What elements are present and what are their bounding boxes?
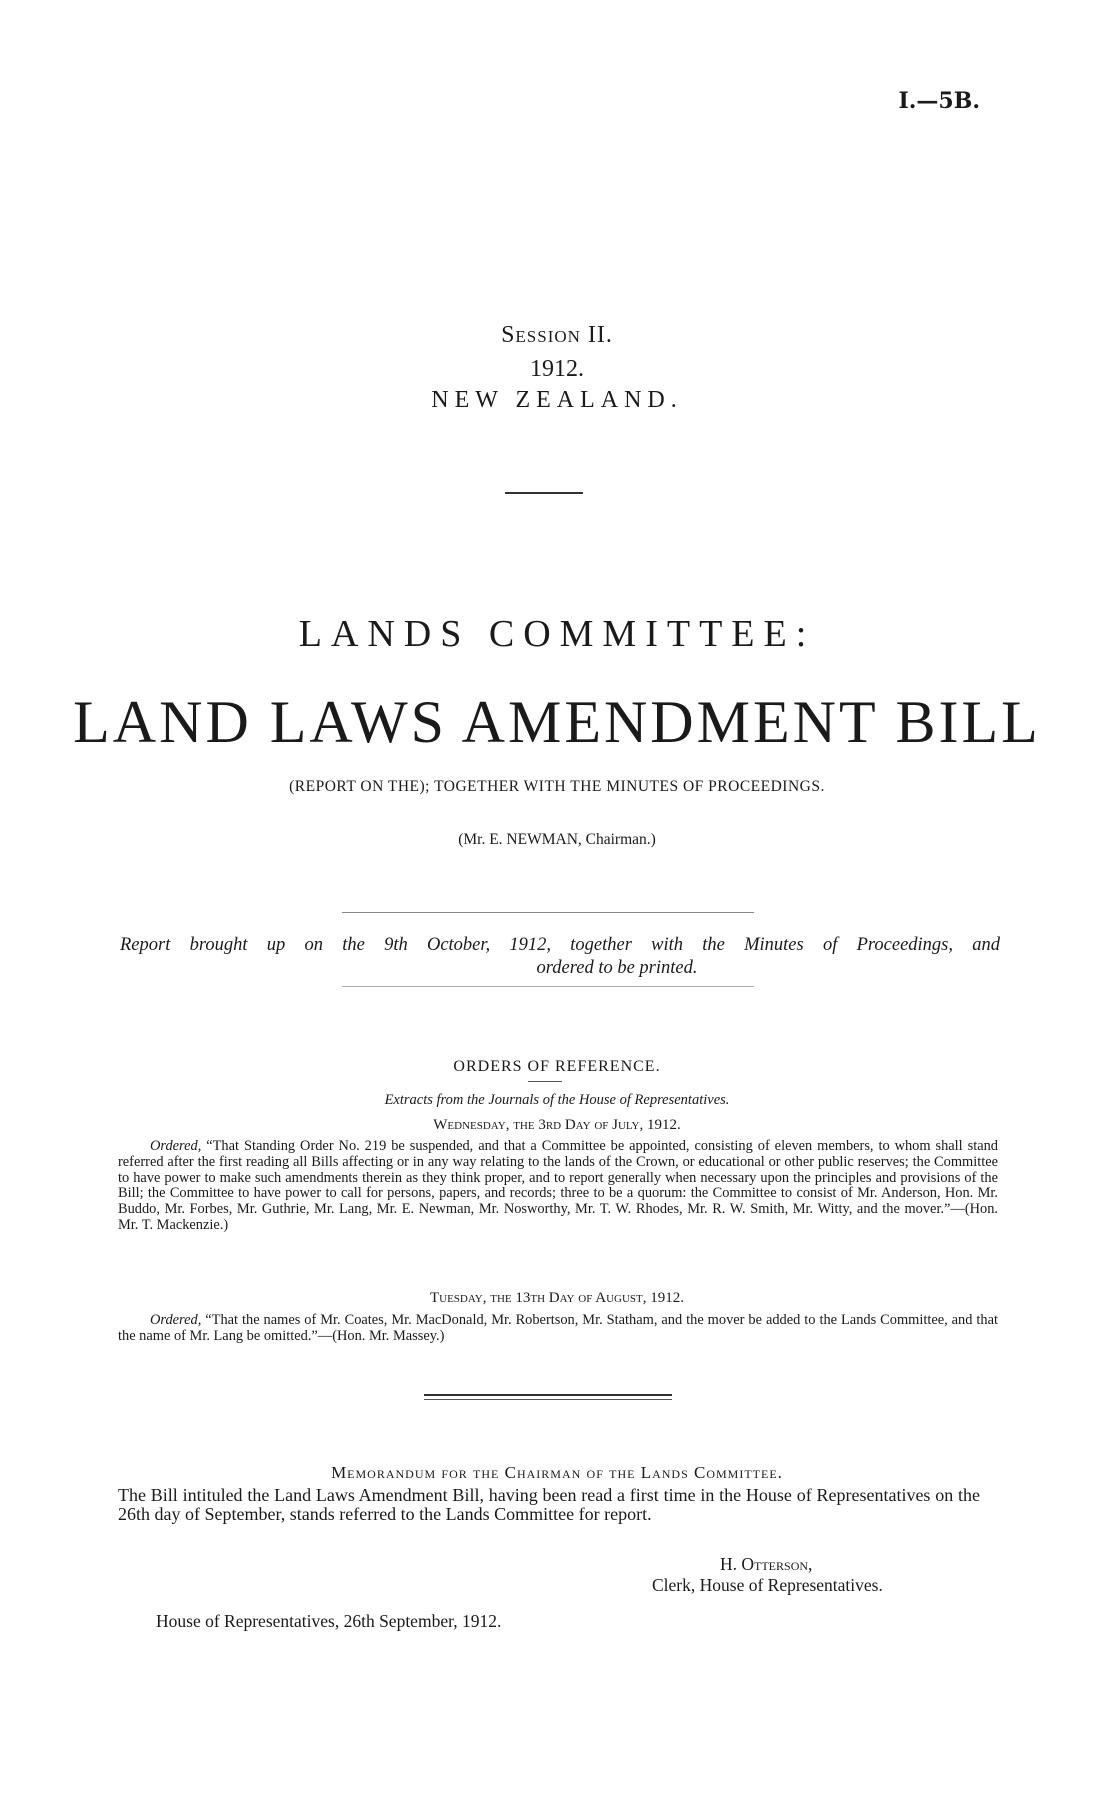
ordered-label-2: Ordered, — [150, 1312, 202, 1328]
order-1-text: “That Standing Order No. 219 be suspended, and that a Committee be appointed, consisting of eleven members, to whom shall stand referred after the first reading all Bills affecting or in any way relating to the lands of the Crown, or educational or other public reserves; the Committee to have power to make such amendments therein as they think proper, and to report generally when necessary upon the principles and provisions of the Bill; the Committee to have power to call for persons, papers, and records; three to be a quorum: the Committee to consist of Mr. Anderson, Hon. Mr. Buddo, Mr. Forbes, Mr. Guthrie, Mr. Lang, Mr. E. Newman, Mr. Nosworthy, Mr. T. W. Rhodes, Mr. R. W. Smith, Mr. Witty, and the mover.”—(Hon. Mr. T. Mackenzie.) — [118, 1138, 998, 1233]
country-line: NEW ZEALAND. — [431, 387, 683, 413]
extracts-line: Extracts from the Journals of the House of Representatives. — [384, 1092, 730, 1108]
section-divider-1 — [424, 1394, 672, 1396]
signatory-name: H. Otterson, — [720, 1554, 813, 1574]
order-date-1: Wednesday, the 3rd Day of July, 1912. — [433, 1117, 681, 1133]
doc-number: I.—5B. — [898, 88, 980, 114]
order-1 — [118, 1139, 998, 1234]
memorandum-heading: Memorandum for the Chairman of the Lands Committee. — [331, 1463, 783, 1482]
committee-title: LANDS COMMITTEE: — [298, 613, 816, 655]
bill-title: LAND LAWS AMENDMENT BILL — [73, 689, 1041, 755]
ordered-label: Ordered, — [150, 1138, 202, 1154]
memorandum-body: The Bill intituled the Land Laws Amendment Bill, having been read a first time in the House of Representatives on the 26th day of September, stands referred to the Lands Committee for report. — [118, 1485, 980, 1524]
session-line: Session II. — [501, 322, 613, 348]
orders-heading-rule — [528, 1081, 562, 1082]
report-note-line1: Report brought up on the 9th October, 1912, together with the Minutes of Proceedings, and — [120, 935, 1000, 955]
signatory-title: Clerk, House of Representatives. — [652, 1575, 883, 1595]
orders-heading: ORDERS OF REFERENCE. — [453, 1058, 661, 1075]
report-rule-bottom — [342, 986, 754, 987]
order-2-text: “That the names of Mr. Coates, Mr. MacDonald, Mr. Robertson, Mr. Statham, and the mover be added to the Lands Committee, and that the name of Mr. Lang be omitted.”—(Hon. Mr. Massey.) — [118, 1312, 998, 1344]
order-date-2: Tuesday, the 13th Day of August, 1912. — [429, 1290, 684, 1306]
report-rule-top — [342, 912, 754, 913]
chairman-line: (Mr. E. NEWMAN, Chairman.) — [458, 831, 656, 848]
title-divider — [505, 492, 583, 494]
section-divider-2 — [424, 1399, 672, 1400]
bill-subtitle: (REPORT ON THE); TOGETHER WITH THE MINUTES OF PROCEEDINGS. — [289, 778, 825, 795]
place-date: House of Representatives, 26th September, 1912. — [156, 1611, 502, 1631]
year-line: 1912. — [530, 356, 584, 382]
order-2 — [118, 1313, 998, 1345]
report-note-line2: ordered to be printed. — [536, 958, 698, 978]
